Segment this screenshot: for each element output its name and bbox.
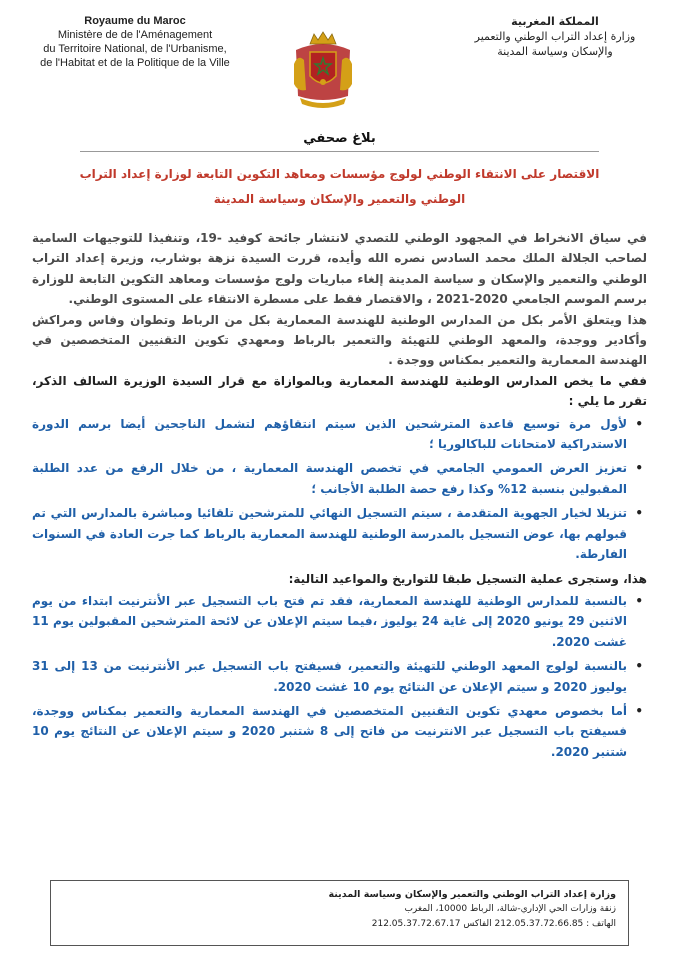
decision-text: لأول مرة توسيع قاعدة المترشحين الذين سيتم انتقاؤهم لتشمل الناجحين أيضا برسم الدورة الاستدراكية لامتحانات للباكالوريا ؛ [32, 416, 627, 452]
footer-phone: الهاتف : 212.05.37.72.66.85 الفاكس 212.05.37.72.67.17 [371, 919, 616, 929]
bullet-icon: • [635, 593, 643, 608]
list-item [32, 503, 647, 564]
kingdom-ar: المملكة المغربية [511, 15, 599, 28]
decision-text: تعزيز العرض العمومي الجامعي في تخصص الهندسة المعمارية ، من خلال الرفع من عدد الطلبة المقبولين بنسبة 12% وكذا رفع حصة الطلبة الأجانب ؛ [32, 461, 627, 496]
bullet-icon: • [635, 506, 643, 521]
schedule-text: أما بخصوص معهدي تكوين التقنيين المتخصصين في الهندسة المعمارية والتعمير بمكناس ووجدة، فسيفتح باب التسجيل عبر الانترنيت من فاتح إلى 8 شتنبر 2020 و سيتم الإعلان عن النتائج يوم 10 شتنبر 2020. [32, 703, 627, 759]
ministry-fr-line-2: du Territoire National, de l'Urbanisme, [43, 43, 227, 55]
ministry-fr-line-3: de l'Habitat et de la Politique de la Ville [40, 57, 230, 69]
footer-contact-box [50, 880, 629, 946]
bullet-icon: • [635, 659, 643, 674]
list-item [32, 656, 647, 697]
header-french [10, 14, 260, 70]
ministry-ar-line-1: وزارة إعداد التراب الوطني والتعمير [474, 30, 636, 43]
press-release-subtitle [40, 162, 639, 212]
schedule-list [32, 591, 647, 762]
list-item [32, 414, 647, 455]
header-arabic [445, 14, 665, 59]
footer-org: وزارة إعداد التراب الوطني والتعمير والإسكان وسياسة المدينة [328, 889, 616, 900]
subtitle-line-2: الوطني والتعمير والإسكان وسياسة المدينة [213, 192, 466, 206]
footer-address: زنقة وزارات الحي الإداري-شالة، الرباط 10000، المغرب [404, 904, 616, 914]
paragraph-decisions-intro: ففي ما يخص المدارس الوطنية للهندسة المعمارية وبالموازاة مع قرار السيدة الوزيرة السالف الذكر، تقرر ما يلي : [32, 373, 647, 409]
ministry-fr-line-1: Ministère de de l'Aménagement [57, 29, 213, 41]
bullet-icon: • [635, 416, 643, 431]
paragraph-schools: هذا ويتعلق الأمر بكل من المدارس الوطنية للهندسة المعمارية بكل من الرباط وتطوان وفاس ومراكش وأكادير ووجدة، والمعهد الوطني للتهيئة والتعمير بالرباط ومعهدي تكوين التقنيين المتخصصين في الهندسة المعمارية والتعمير بمكناس ووجدة . [32, 312, 647, 368]
kingdom-fr: Royaume du Maroc [84, 15, 186, 27]
schedule-text: بالنسبة للمدارس الوطنية للهندسة المعمارية، فقد تم فتح باب التسجيل عبر الأنترنيت ابتداء من يوم الاثنين 29 يونيو 2020 إلى غاية 24 يوليوز ،فيما سيتم الإعلان عن لائحة المترشحين المقبولين يوم 11 غشت 2020. [32, 593, 628, 649]
paragraph-schedule-intro: هذا، وستجرى عملية التسجيل طبقا للتواريخ والمواعيد التالية: [288, 571, 647, 586]
schedule-text: بالنسبة لولوج المعهد الوطني للتهيئة والتعمير، فسيفتح باب التسجيل عبر الأنترنيت من 13 إلى 31 يوليوز 2020 و سيتم الإعلان عن النتائج يوم 10 غشت 2020. [32, 659, 627, 694]
list-item [32, 591, 647, 652]
decisions-list [32, 414, 647, 565]
bullet-icon: • [635, 703, 643, 718]
list-item [32, 701, 647, 762]
list-item [32, 458, 647, 499]
coat-of-arms-emblem [288, 30, 358, 110]
ministry-ar-line-2: والإسكان وسياسة المدينة [497, 45, 613, 58]
bullet-icon: • [635, 461, 643, 476]
title-divider [80, 151, 599, 152]
decision-text: تنزيلا لخيار الجهوية المتقدمة ، سيتم التسجيل النهائي للمترشحين تلقائيا ومباشرة بالمدارس التي تم قبولهم بها، عوض التسجيل بالمدرسة الوطنية للهندسة المعمارية بالرباط كما جرت العادة في السنوات الفارطة. [32, 506, 627, 562]
press-release-body [32, 228, 647, 766]
subtitle-line-1: الاقتصار على الانتقاء الوطني لولوج مؤسسات ومعاهد التكوين التابعة لوزارة إعداد التراب [79, 167, 600, 181]
paragraph-context: في سياق الانخراط في المجهود الوطني للتصدي لانتشار جائحة كوفيد -19، وتنفيذا للتوجيهات السامية لصاحب الجلالة الملك محمد السادس نصره الله وأيده، قررت السيدة نزهة بوشارب، وزيرة إعداد التراب الوطني والتعمير والإسكان و سياسة المدينة إلغاء مباريات ولوج مؤسسات ومعاهد التكوين التابعة للوزارة برسم الموسم الجامعي 2020-2021 ، والاقتصار فقط على مسطرة الانتقاء على المستوى الوطني. [32, 231, 647, 307]
press-release-title: بلاغ صحفي [303, 131, 376, 146]
